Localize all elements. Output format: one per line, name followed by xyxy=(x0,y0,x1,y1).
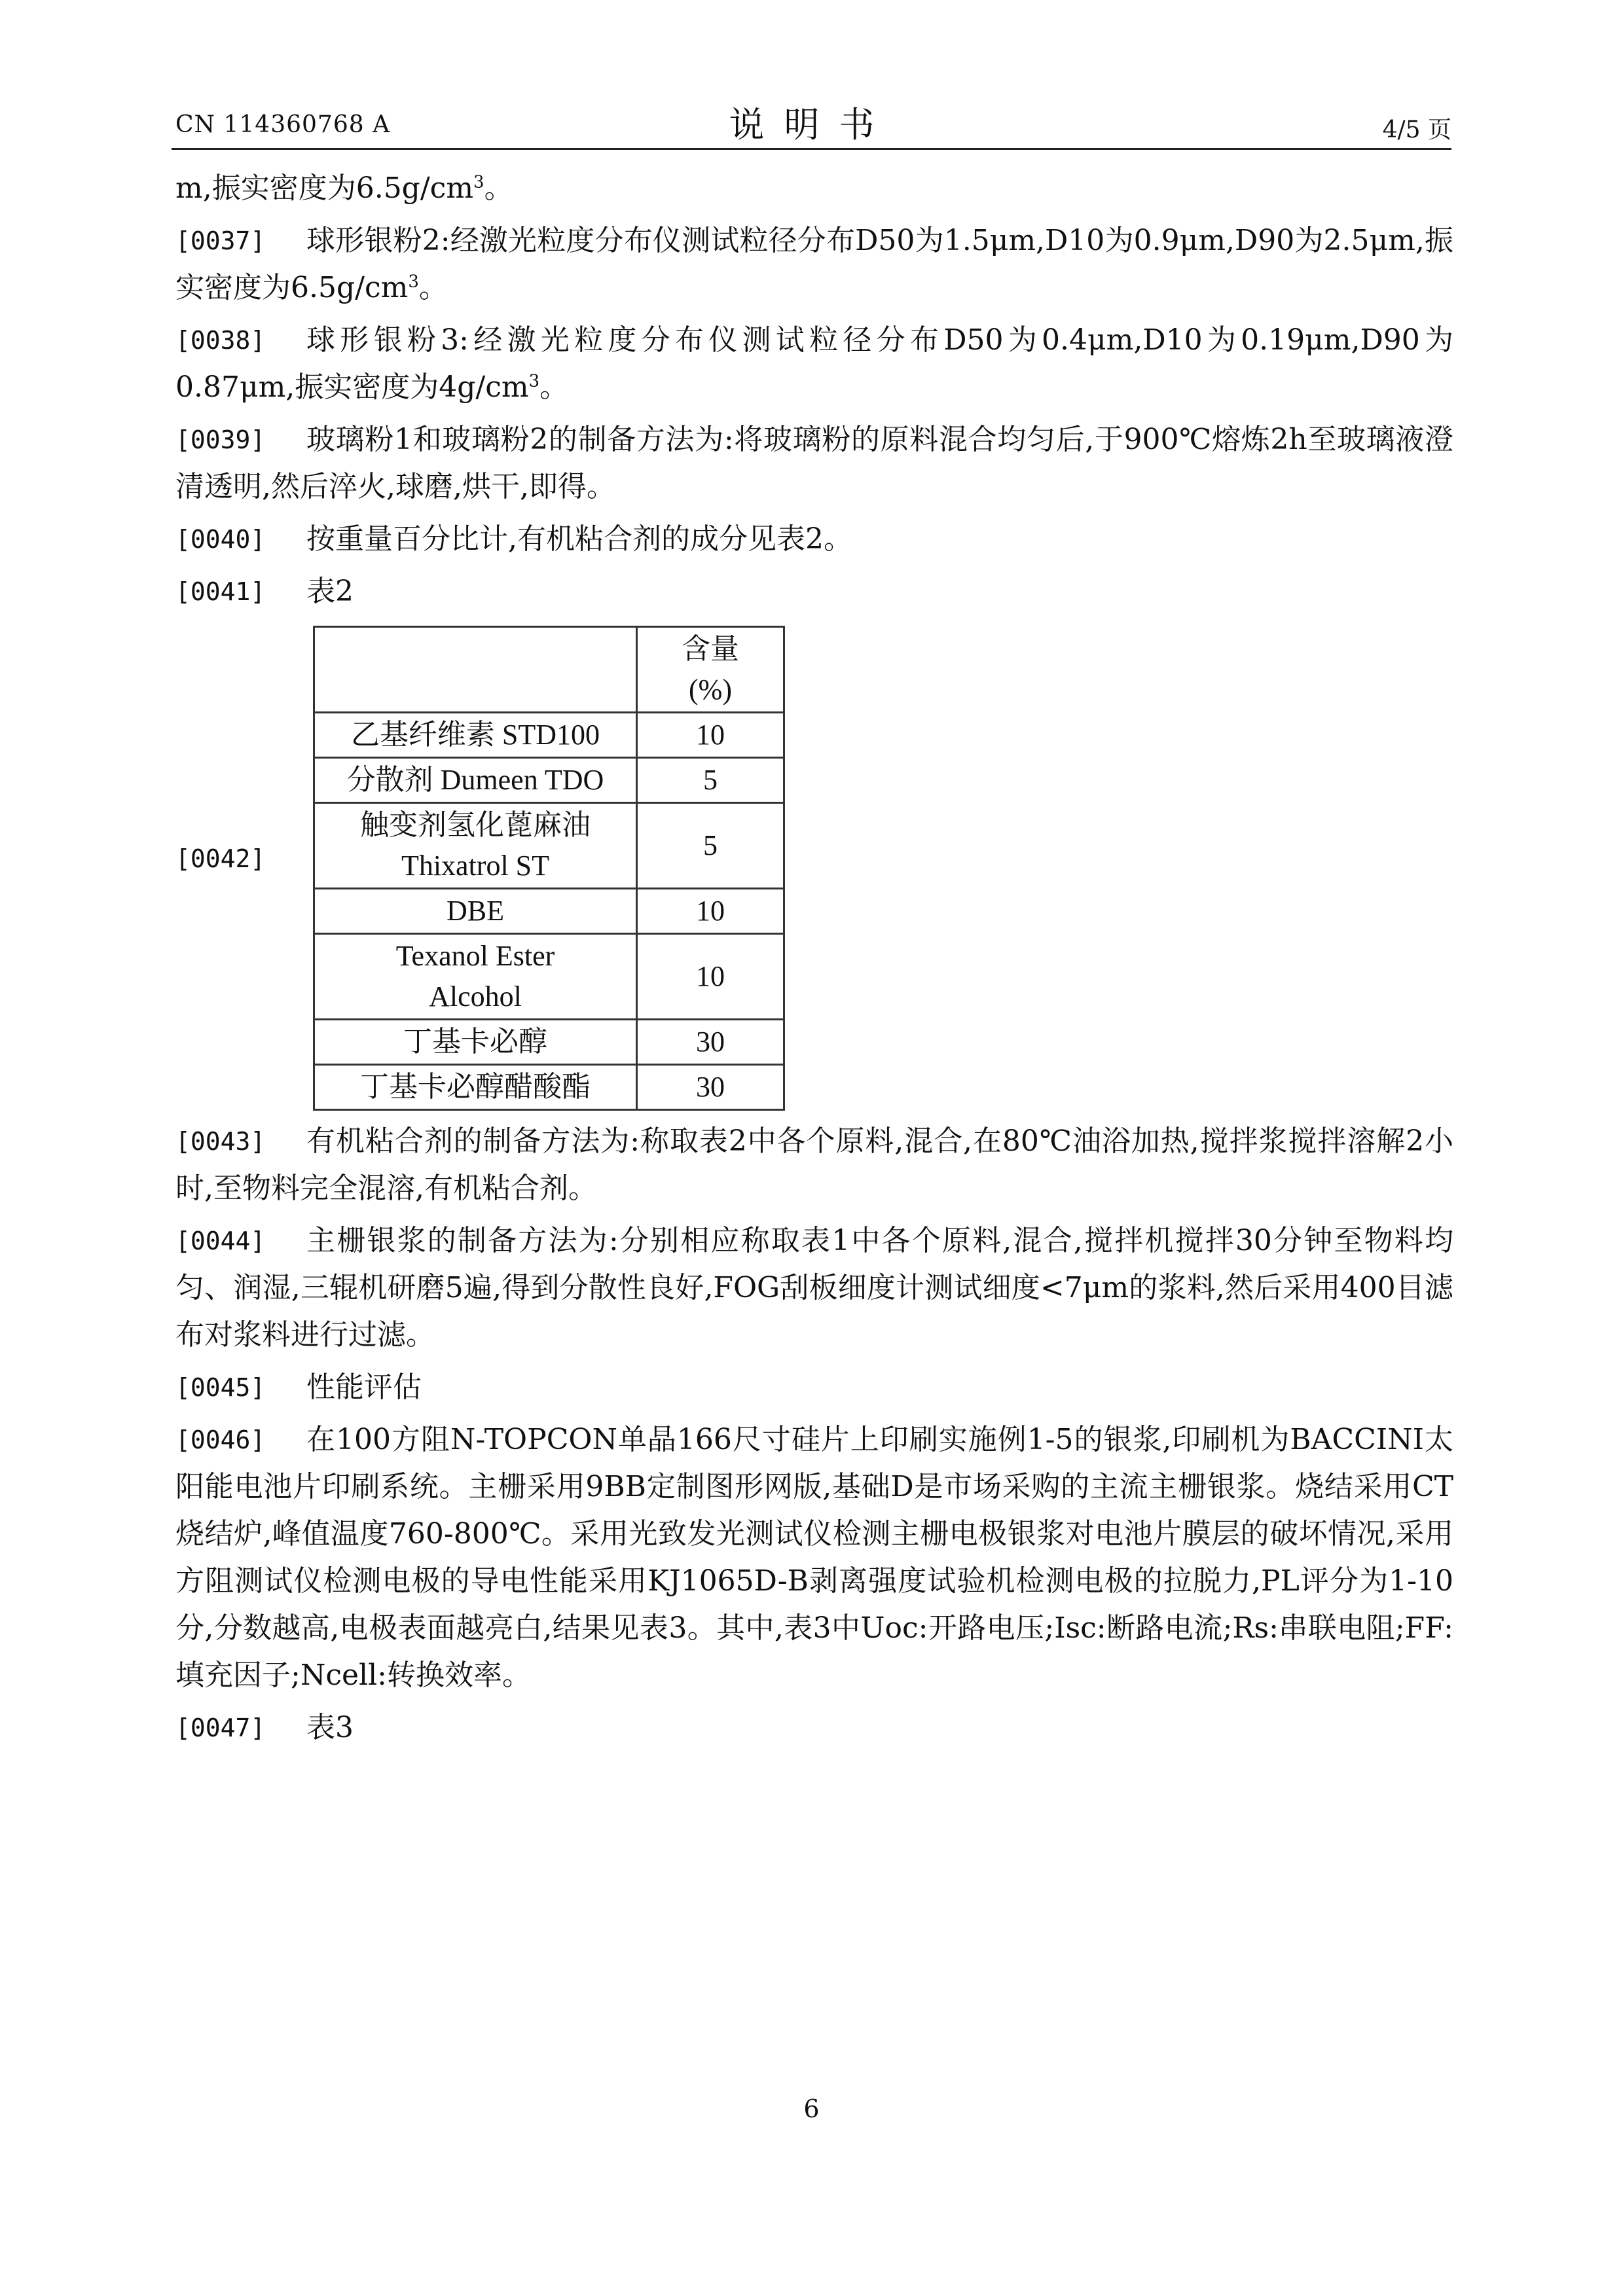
table-cell: 5 xyxy=(637,758,784,803)
superscript: 3 xyxy=(408,272,419,292)
table-caption: 表3 xyxy=(306,1711,354,1744)
paragraph-0046 xyxy=(175,1416,1453,1699)
paragraph-number: [0046] xyxy=(175,1426,266,1454)
page-number: 6 xyxy=(803,2094,820,2123)
paragraph-0043 xyxy=(175,1118,1453,1212)
header-content-label: 含量 (%) xyxy=(682,633,739,706)
table-cell: 乙基纤维素 STD100 xyxy=(314,713,637,758)
paragraph-0047 xyxy=(175,1704,1453,1751)
table-cell: 丁基卡必醇醋酸酯 xyxy=(314,1065,637,1110)
paragraph-number: [0038] xyxy=(175,326,266,355)
table-row xyxy=(314,713,784,758)
table-row xyxy=(314,758,784,803)
paragraph-text: m,振实密度为6.5g/cm xyxy=(175,171,474,205)
table-header-cell xyxy=(637,627,784,713)
table-cell: 5 xyxy=(637,803,784,889)
document-body xyxy=(175,165,1453,1757)
paragraph-number: [0042] xyxy=(175,844,266,873)
superscript: 3 xyxy=(528,371,540,391)
paragraph-text: 球形银粉3:经激光粒度分布仪测试粒径分布D50为0.4μm,D10为0.19μm,D90为0.87μm,振实密度为4g/cm xyxy=(175,323,1453,404)
paragraph-text: 在100方阻N-TOPCON单晶166尺寸硅片上印刷实施例1-5的银浆,印刷机为BACCINI太阳能电池片印刷系统。主栅采用9BB定制图形网版,基础D是市场采购的主流主栅银浆。烧结采用CT烧结炉,峰值温度760-800℃。采用光致发光测试仪检测主栅电极银浆对电池片膜层的破坏情况,采用方阻测试仪检测电极的导电性能采用KJ1065D-B剥离强度试验机检测电极的拉脱力,PL评分为1-10分,分数越高,电极表面越亮白,结果见表3。其中,表3中Uoc:开路电压;Isc:断路电流;Rs:串联电阻;FF:填充因子;Ncell:转换效率。 xyxy=(175,1423,1453,1692)
superscript: 3 xyxy=(473,172,484,192)
table-cell: 30 xyxy=(637,1065,784,1110)
table-header-cell xyxy=(314,627,637,713)
table-cell: 10 xyxy=(637,713,784,758)
table-2-block xyxy=(175,626,1453,1110)
document-title: 说明书 xyxy=(729,104,894,145)
paragraph-text: 有机粘合剂的制备方法为:称取表2中各个原料,混合,在80℃油浴加热,搅拌浆搅拌溶解2小时,至物料完全混溶,有机粘合剂。 xyxy=(175,1124,1453,1205)
paragraph-tail: 。 xyxy=(484,171,513,205)
paragraph-0045 xyxy=(175,1364,1453,1411)
table-cell: 触变剂氢化蓖麻油 Thixatrol ST xyxy=(314,803,637,889)
table-cell: 10 xyxy=(637,889,784,934)
paragraph-tail: 。 xyxy=(418,271,448,304)
section-heading: 性能评估 xyxy=(306,1371,422,1404)
paragraph-number: [0045] xyxy=(175,1373,266,1402)
table-row xyxy=(314,1020,784,1065)
paragraph-number: [0047] xyxy=(175,1713,266,1742)
patent-number: CN 114360768 A xyxy=(175,111,391,138)
paragraph-number: [0043] xyxy=(175,1127,266,1156)
paragraph-text: 主栅银浆的制备方法为:分别相应称取表1中各个原料,混合,搅拌机搅拌30分钟至物料均匀、润湿,三辊机研磨5遍,得到分散性良好,FOG刮板细度计测试细度<7μm的浆料,然后采用400目滤布对浆料进行过滤。 xyxy=(175,1224,1453,1352)
header-divider xyxy=(172,148,1451,150)
paragraph-number: [0044] xyxy=(175,1227,266,1255)
paragraph-0038 xyxy=(175,317,1453,411)
table-header-row xyxy=(314,627,784,713)
paragraph-tail: 。 xyxy=(539,370,569,404)
table-cell: Texanol Ester Alcohol xyxy=(314,934,637,1020)
paragraph-0040 xyxy=(175,516,1453,563)
paragraph-0037 xyxy=(175,217,1453,312)
paragraph-text: 球形银粉2:经激光粒度分布仪测试粒径分布D50为1.5μm,D10为0.9μm,D90为2.5μm,振实密度为6.5g/cm xyxy=(175,224,1453,304)
table-row xyxy=(314,934,784,1020)
paragraph-number: [0041] xyxy=(175,577,266,606)
page-indicator: 4/5 页 xyxy=(1382,117,1451,143)
paragraph-number: [0040] xyxy=(175,525,266,554)
table-2 xyxy=(313,626,785,1111)
table-caption: 表2 xyxy=(306,575,354,608)
paragraph-0041 xyxy=(175,568,1453,615)
table-row xyxy=(314,803,784,889)
table-cell: 分散剂 Dumeen TDO xyxy=(314,758,637,803)
paragraph-0044 xyxy=(175,1217,1453,1359)
paragraph-number: [0037] xyxy=(175,226,266,255)
table-row xyxy=(314,889,784,934)
table-cell: 30 xyxy=(637,1020,784,1065)
table-cell: 丁基卡必醇 xyxy=(314,1020,637,1065)
table-row xyxy=(314,1065,784,1110)
paragraph-continuation xyxy=(175,165,1453,212)
paragraph-0039 xyxy=(175,416,1453,511)
paragraph-text: 玻璃粉1和玻璃粉2的制备方法为:将玻璃粉的原料混合均匀后,于900℃熔炼2h至玻璃液澄清透明,然后淬火,球磨,烘干,即得。 xyxy=(175,423,1453,503)
table-cell: 10 xyxy=(637,934,784,1020)
paragraph-number: [0039] xyxy=(175,425,266,454)
paragraph-text: 按重量百分比计,有机粘合剂的成分见表2。 xyxy=(306,522,852,556)
table-cell: DBE xyxy=(314,889,637,934)
